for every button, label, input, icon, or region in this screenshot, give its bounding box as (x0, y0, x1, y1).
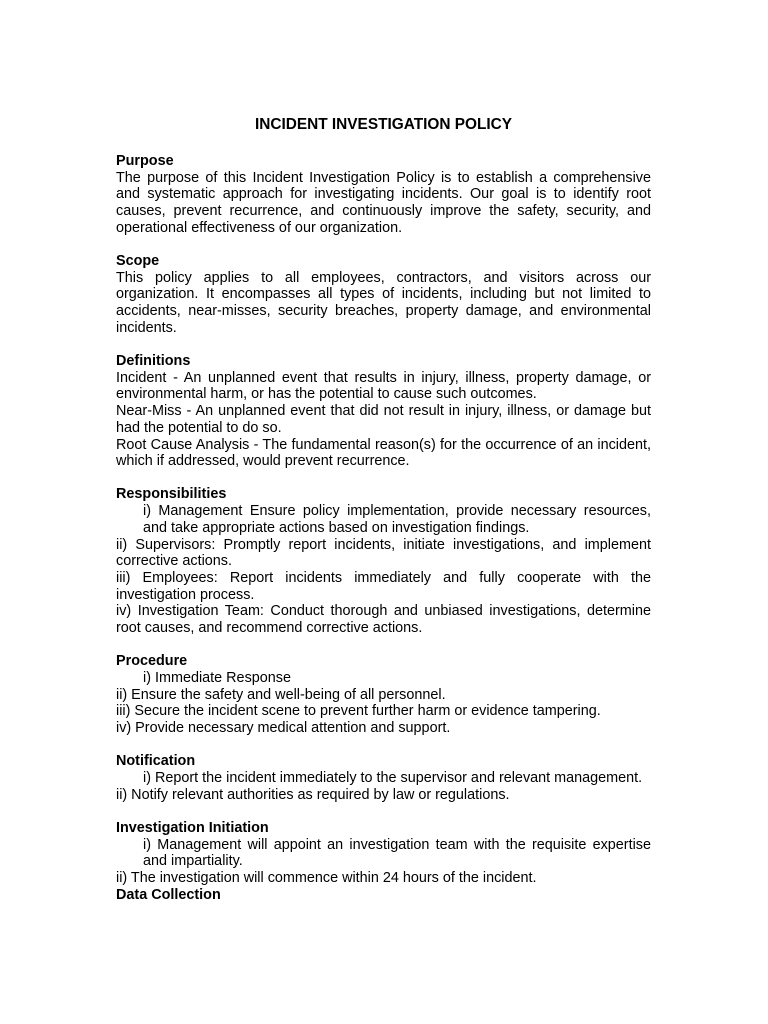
responsibility-management: i) Management Ensure policy implementation, provide necessary resources, and take appropriate actions based on investigation findings. (143, 503, 651, 536)
investigation-initiation-item-appoint-team: i) Management will appoint an investigation team with the requisite expertise and impartiality. (143, 836, 651, 870)
data-collection-heading: Data Collection (116, 886, 221, 903)
procedure-item-immediate-response: i) Immediate Response (143, 669, 291, 686)
notification-heading: Notification (116, 753, 196, 770)
scope-text: This policy applies to all employees, contractors, and visitors across our organization. It encompasses all types of incidents, including but not limited to accidents, near-misses, security breaches, property damage, and environmental incidents. (116, 269, 651, 336)
scope-heading: Scope (116, 253, 160, 270)
definitions-section (116, 353, 651, 470)
document-page (116, 116, 651, 903)
notification-section (116, 753, 651, 803)
responsibility-investigation-team: iv) Investigation Team: Conduct thorough and unbiased investigations, determine root causes, and recommend corrective actions. (116, 603, 651, 637)
responsibilities-section (116, 486, 651, 636)
purpose-heading: Purpose (116, 153, 174, 169)
definitions-heading: Definitions (116, 353, 191, 370)
responsibility-supervisors: ii) Supervisors: Promptly report incidents, initiate investigations, and implement corrective actions. (116, 536, 651, 570)
document-title: INCIDENT INVESTIGATION POLICY (254, 116, 513, 133)
procedure-heading: Procedure (116, 653, 188, 670)
scope-section (116, 253, 651, 337)
definition-incident: Incident - An unplanned event that results in injury, illness, property damage, or environmental harm, or has the potential to cause such outcomes. (116, 369, 651, 403)
procedure-item-medical-attention: iv) Provide necessary medical attention and support. (116, 720, 451, 737)
data-collection-section (116, 887, 651, 904)
responsibility-employees: iii) Employees: Report incidents immediately and fully cooperate with the investigation process. (116, 569, 651, 603)
procedure-section (116, 653, 651, 737)
procedure-item-safety: ii) Ensure the safety and well-being of all personnel. (116, 686, 446, 703)
responsibilities-heading: Responsibilities (116, 486, 227, 503)
investigation-initiation-item-commence: ii) The investigation will commence within 24 hours of the incident. (116, 870, 537, 887)
investigation-initiation-section (116, 820, 651, 887)
notification-item-authorities: ii) Notify relevant authorities as required by law or regulations. (116, 786, 510, 803)
investigation-initiation-heading: Investigation Initiation (116, 819, 269, 836)
procedure-item-secure-scene: iii) Secure the incident scene to prevent further harm or evidence tampering. (116, 703, 601, 720)
definition-near-miss: Near-Miss - An unplanned event that did not result in injury, illness, or damage but had the potential to do so. (116, 403, 651, 436)
purpose-section (116, 153, 651, 237)
definition-root-cause-analysis: Root Cause Analysis - The fundamental reason(s) for the occurrence of an incident, which if addressed, would prevent recurrence. (116, 436, 651, 470)
purpose-text: The purpose of this Incident Investigation Policy is to establish a comprehensive and systematic approach for investigating incidents. Our goal is to identify root causes, prevent recurrence, and continuously improve the safety, security, and operational effectiveness of our organization. (116, 169, 651, 236)
notification-item-report: i) Report the incident immediately to the supervisor and relevant management. (143, 770, 643, 786)
